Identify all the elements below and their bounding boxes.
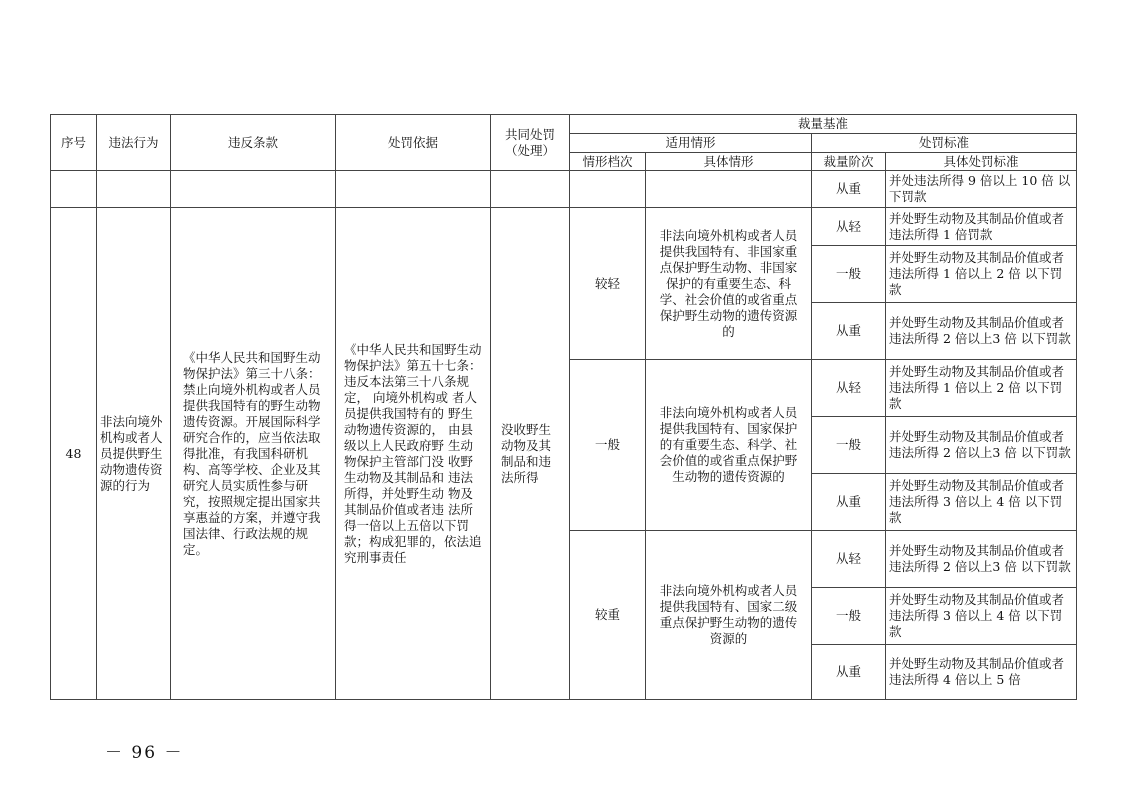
level-cell: 较轻 [570, 208, 646, 360]
standard-cell: 并处野生动物及其制品价值或者违法所得 1 倍以上 2 倍 以下罚款 [886, 246, 1077, 303]
standard-cell: 并处野生动物及其制品价值或者违法所得 4 倍以上 5 倍 [886, 645, 1077, 700]
header-clause: 违反条款 [171, 115, 336, 171]
header-applicable: 适用情形 [570, 134, 812, 153]
standard-cell: 并处野生动物及其制品价值或者违法所得 1 倍以上 2 倍 以下罚款 [886, 360, 1077, 417]
table-row [51, 171, 1077, 208]
header-specific: 具体处罚标准 [886, 153, 1077, 171]
cell-empty [336, 171, 491, 208]
stage-cell: 从重 [812, 474, 886, 531]
cell-empty [97, 171, 171, 208]
standard-cell: 并处野生动物及其制品价值或者违法所得 2 倍以上3 倍 以下罚款 [886, 303, 1077, 360]
stage-cell: 从轻 [812, 208, 886, 246]
page-number: － 96 － [105, 743, 184, 763]
standard-cell: 并处野生动物及其制品价值或者违法所得 3 倍以上 4 倍 以下罚款 [886, 588, 1077, 645]
header-stage: 裁量阶次 [812, 153, 886, 171]
situation-cell: 非法向境外机构或者人员提供我国特有、国家保护的有重要生态、科学、社会价值的或省重点保护野生动物的遗传资源的 [646, 360, 812, 531]
record-clause: 《中华人民共和国野生动物保护法》第三十八条：禁止向境外机构或者人员提供我国特有的野生动物遗传资源。开展国际科学研究合作的，应当依法取得批准，有我国科研机构、高等学校、企业及其研究人员实质性参与研究，按照规定提出国家共享惠益的方案，并遵守我国法律、行政法规的规定。 [171, 208, 336, 700]
header-situation: 具体情形 [646, 153, 812, 171]
level-cell: 较重 [570, 531, 646, 700]
header-discretion: 裁量基准 [570, 115, 1077, 134]
table-row [51, 208, 1077, 246]
cell-empty [171, 171, 336, 208]
stage-cell: 一般 [812, 246, 886, 303]
record-basis: 《中华人民共和国野生动物保护法》第五十七条：违反本法第三十八条规定， 向境外机构或 者人员提供我国特有的 野生动物遗传资源的， 由县级以上人民政府野 生动物保护主管部门没 收野生动物及其制品和 违法所得，并处野生动 物及其制品价值或者违 法所得一倍以上五倍以下罚款；构成犯罪的，依法追究刑事责任 [336, 208, 491, 700]
stage-cell: 一般 [812, 417, 886, 474]
standard-cell: 并处野生动物及其制品价值或者违法所得 3 倍以上 4 倍 以下罚款 [886, 474, 1077, 531]
stage-cell: 从重 [812, 303, 886, 360]
stage-cell: 一般 [812, 588, 886, 645]
stage-cell: 从重 [812, 171, 886, 208]
stage-cell: 从轻 [812, 531, 886, 588]
penalty-discretion-table [50, 114, 1077, 700]
stage-cell: 从轻 [812, 360, 886, 417]
standard-cell: 并处违法所得 9 倍以上 10 倍 以下罚款 [886, 171, 1077, 208]
standard-cell: 并处野生动物及其制品价值或者违法所得 1 倍罚款 [886, 208, 1077, 246]
header-common-line1: 共同处罚 [504, 126, 555, 142]
stage-cell: 从重 [812, 645, 886, 700]
situation-cell: 非法向境外机构或者人员提供我国特有、非国家重点保护野生动物、非国家保护的有重要生态、科学、社会价值的或省重点保护野生动物的遗传资源的 [646, 208, 812, 360]
situation-cell: 非法向境外机构或者人员提供我国特有、国家二级重点保护野生动物的遗传资源的 [646, 531, 812, 700]
record-no: 48 [51, 208, 97, 700]
standard-cell: 并处野生动物及其制品价值或者违法所得 2 倍以上3 倍 以下罚款 [886, 417, 1077, 474]
level-cell: 一般 [570, 360, 646, 531]
header-level: 情形档次 [570, 153, 646, 171]
header-standard: 处罚标准 [812, 134, 1077, 153]
record-common: 没收野生动物及其制品和违法所得 [491, 208, 570, 700]
header-basis: 处罚依据 [336, 115, 491, 171]
record-act: 非法向境外机构或者人员提供野生动物遗传资源的行为 [97, 208, 171, 700]
standard-cell: 并处野生动物及其制品价值或者违法所得 2 倍以上3 倍 以下罚款 [886, 531, 1077, 588]
cell-empty [491, 171, 570, 208]
header-common-line2: （处理） [504, 142, 555, 158]
header-no: 序号 [51, 115, 97, 171]
header-act: 违法行为 [97, 115, 171, 171]
header-common [491, 115, 570, 171]
cell-empty [570, 171, 646, 208]
cell-empty [646, 171, 812, 208]
cell-empty [51, 171, 97, 208]
